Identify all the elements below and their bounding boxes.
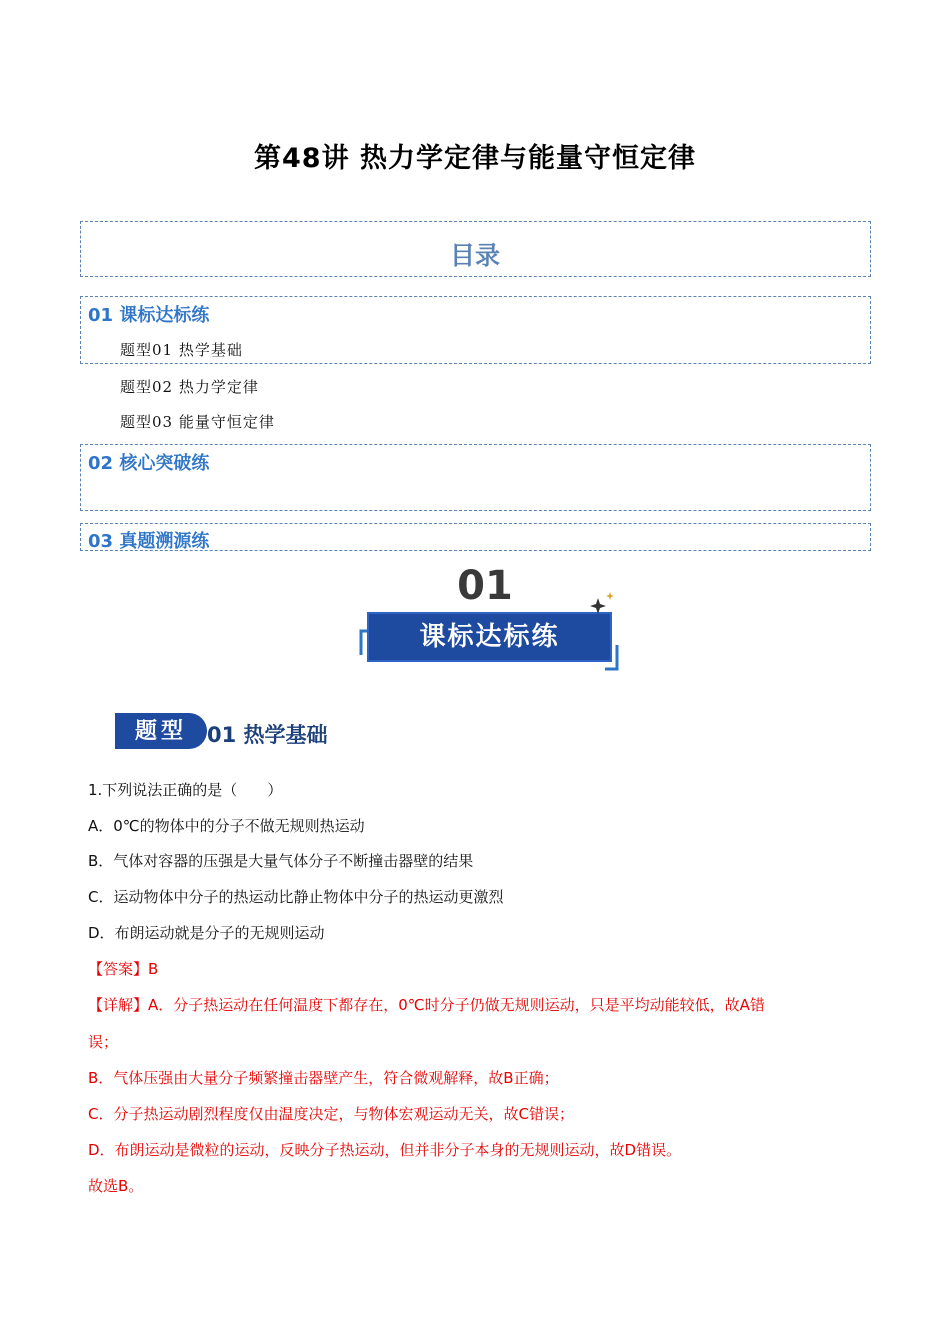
toc-section-2-label[interactable]: 02 核心突破练 [88,453,210,474]
section-badge-label: 课标达标练 [367,612,612,662]
explanation-line: 故选B。 [88,1177,144,1195]
option-a: A．0℃的物体中的分子不做无规则热运动 [88,817,365,835]
option-c: C．运动物体中分子的热运动比静止物体中分子的热运动更激烈 [88,888,504,906]
toc-heading: 目录 [449,241,500,270]
topic-tag: 题型 [115,713,207,749]
explanation-line: 误； [88,1033,119,1051]
option-d: D．布朗运动就是分子的无规则运动 [88,924,325,942]
explanation-line: 【详解】A．分子热运动在任何温度下都存在，0℃时分子仍做无规则运动，只是平均动能较低，故A错 [88,996,765,1014]
option-b: B．气体对容器的压强是大量气体分子不断撞击器壁的结果 [88,852,474,870]
explanation-line: C．分子热运动剧烈程度仅由温度决定，与物体宏观运动无关，故C错误； [88,1105,574,1123]
toc-item[interactable]: 题型01 热学基础 [120,341,243,359]
page-title: 第48讲 热力学定律与能量守恒定律 [254,143,696,174]
explanation-line: B．气体压强由大量分子频繁撞击器壁产生，符合微观解释，故B正确； [88,1069,559,1087]
sparkle-icon [590,590,616,616]
question-stem: 1.下列说法正确的是（ ） [88,781,283,799]
answer-line: 【答案】B [88,960,159,978]
toc-section-3-label[interactable]: 03 真题溯源练 [88,531,210,552]
topic-title: 01 热学基础 [207,723,328,747]
section-badge-number: 01 [457,563,513,609]
toc-item[interactable]: 题型03 能量守恒定律 [120,413,275,431]
toc-section-1-label[interactable]: 01 课标达标练 [88,305,210,326]
toc-item[interactable]: 题型02 热力学定律 [120,378,259,396]
explanation-line: D．布朗运动是微粒的运动，反映分子热运动，但并非分子本身的无规则运动，故D错误。 [88,1141,682,1159]
